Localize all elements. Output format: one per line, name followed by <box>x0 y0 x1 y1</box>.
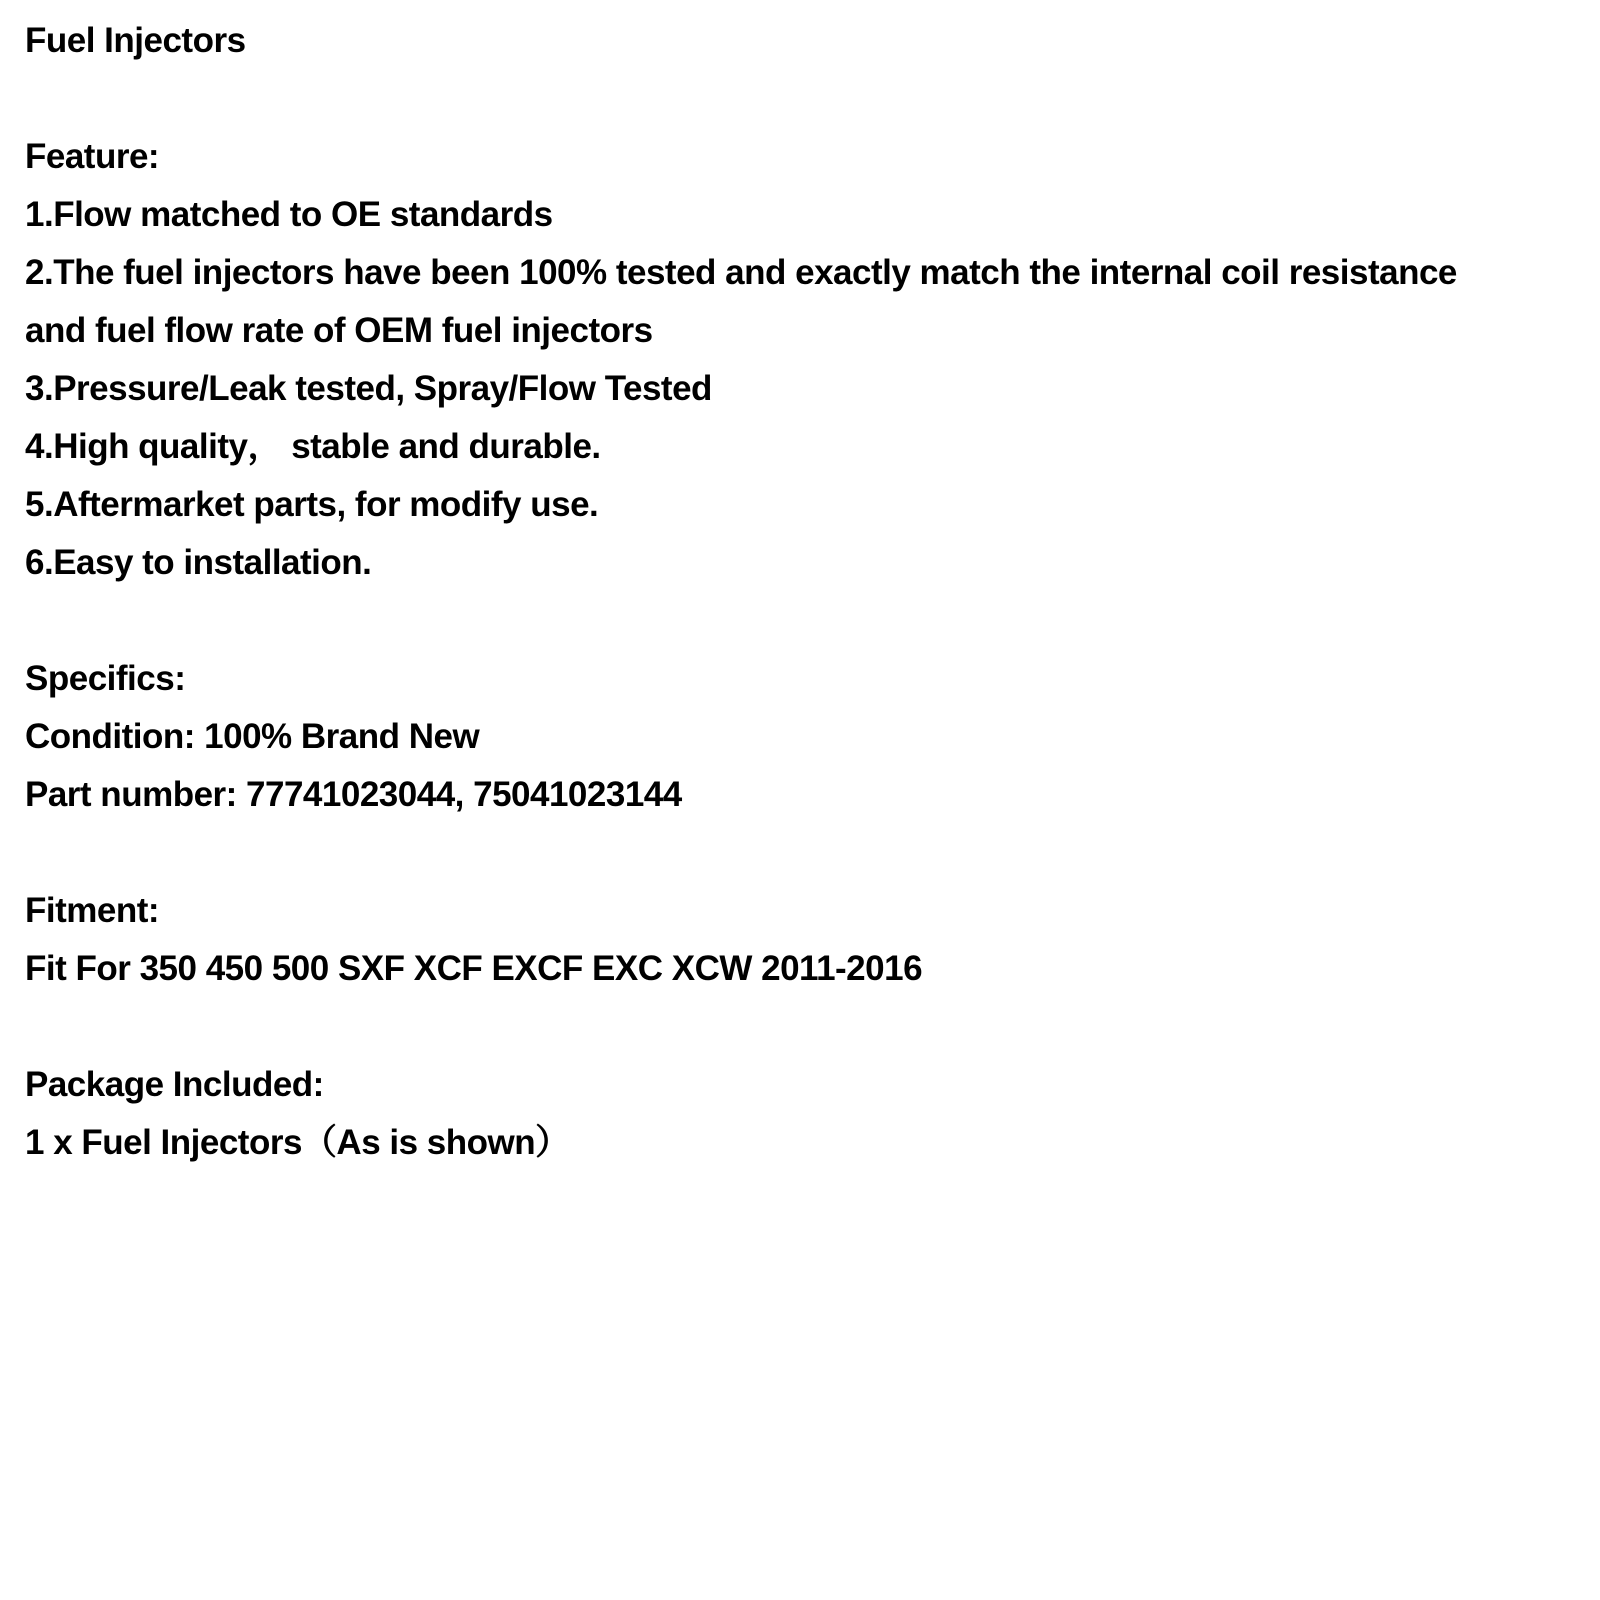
feature-item-2: 2.The fuel injectors have been 100% tested and exactly match the internal coil resistance <box>25 253 1457 292</box>
feature-item-6: 6.Easy to installation. <box>25 543 372 582</box>
fitment-heading: Fitment: <box>25 891 160 930</box>
package-detail: 1 x Fuel Injectors（As is shown） <box>25 1123 570 1162</box>
page-title: Fuel Injectors <box>25 21 246 60</box>
specifics-heading: Specifics: <box>25 659 186 698</box>
fitment-detail: Fit For 350 450 500 SXF XCF EXCF EXC XCW 2011-2016 <box>25 949 923 988</box>
spacer <box>25 824 1590 882</box>
spacer <box>25 592 1590 650</box>
feature-item-1: 1.Flow matched to OE standards <box>25 195 553 234</box>
package-heading: Package Included: <box>25 1065 324 1104</box>
spacer <box>25 998 1590 1056</box>
specifics-part-number: Part number: 77741023044, 75041023144 <box>25 775 682 814</box>
spacer <box>25 70 1590 128</box>
feature-item-4: 4.High quality， stable and durable. <box>25 427 601 466</box>
feature-item-2-continued: and fuel flow rate of OEM fuel injectors <box>25 311 653 350</box>
feature-item-5: 5.Aftermarket parts, for modify use. <box>25 485 599 524</box>
feature-item-3: 3.Pressure/Leak tested, Spray/Flow Tested <box>25 369 712 408</box>
feature-heading: Feature: <box>25 137 160 176</box>
specifics-condition: Condition: 100% Brand New <box>25 717 480 756</box>
